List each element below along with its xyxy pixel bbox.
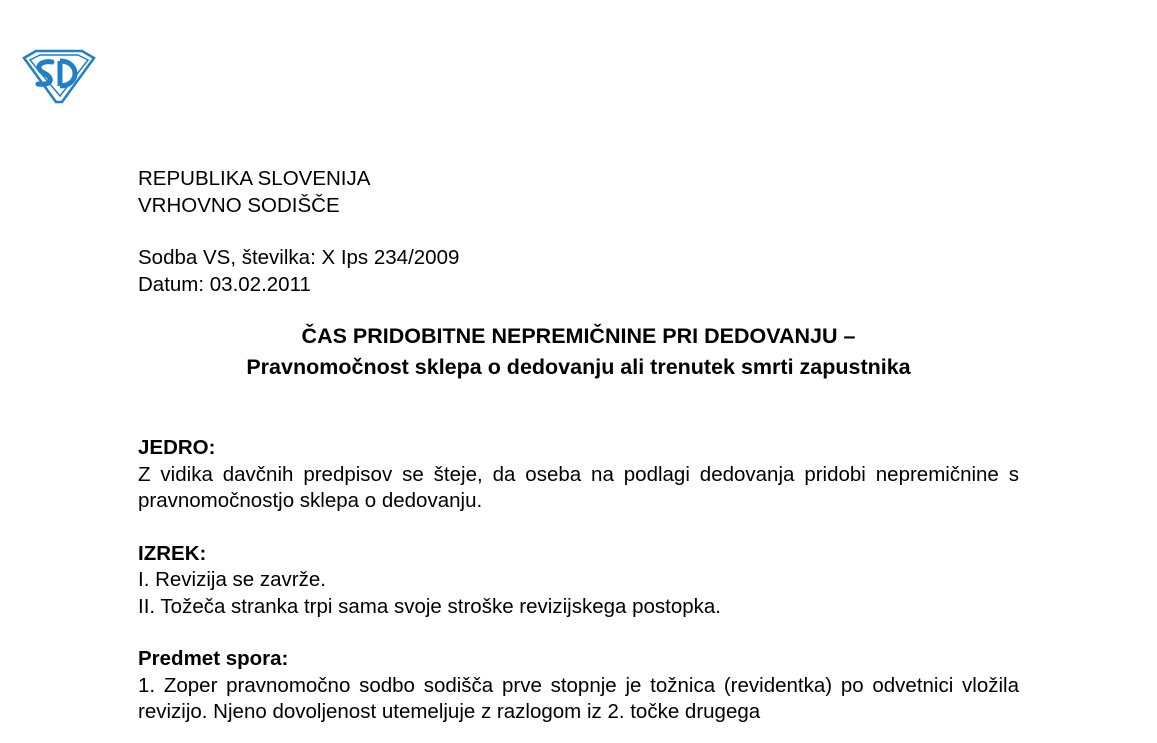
document-body <box>138 166 1019 726</box>
court-name: VRHOVNO SODIŠČE <box>138 193 340 217</box>
judgment-date: Datum: 03.02.2011 <box>138 272 311 296</box>
title-line-1: ČAS PRIDOBITNE NEPREMIČNINE PRI DEDOVANJU – <box>301 324 856 348</box>
republic-name: REPUBLIKA SLOVENIJA <box>138 167 371 190</box>
sd-shield-logo-icon <box>22 48 96 104</box>
izrek-heading: IZREK: <box>138 541 207 565</box>
document-title <box>138 321 1019 383</box>
jedro-heading: JEDRO: <box>138 436 216 459</box>
case-number: Sodba VS, številka: X Ips 234/2009 <box>138 246 460 269</box>
jedro-section <box>138 435 1019 515</box>
izrek-section <box>138 541 1019 621</box>
izrek-item-1: I. Revizija se zavrže. <box>138 568 326 591</box>
title-line-2: Pravnomočnost sklepa o dedovanju ali trenutek smrti zapustnika <box>246 355 911 379</box>
izrek-item-2: II. Tožeča stranka trpi sama svoje stroške revizijskega postopka. <box>138 594 721 618</box>
predmet-text: 1. Zoper pravnomočno sodbo sodišča prve stopnje je tožnica (revidentka) po odvetnici vložila revizijo. Njeno dovoljenost utemeljuje z razlogom iz 2. točke drugega <box>138 673 1019 723</box>
predmet-section <box>138 646 1019 726</box>
predmet-heading: Predmet spora: <box>138 647 289 670</box>
court-logo <box>22 48 96 104</box>
jedro-text: Z vidika davčnih predpisov se šteje, da oseba na podlagi dedovanja pridobi nepremičnine s pravnomočnostjo sklepa o dedovanju. <box>138 462 1019 512</box>
